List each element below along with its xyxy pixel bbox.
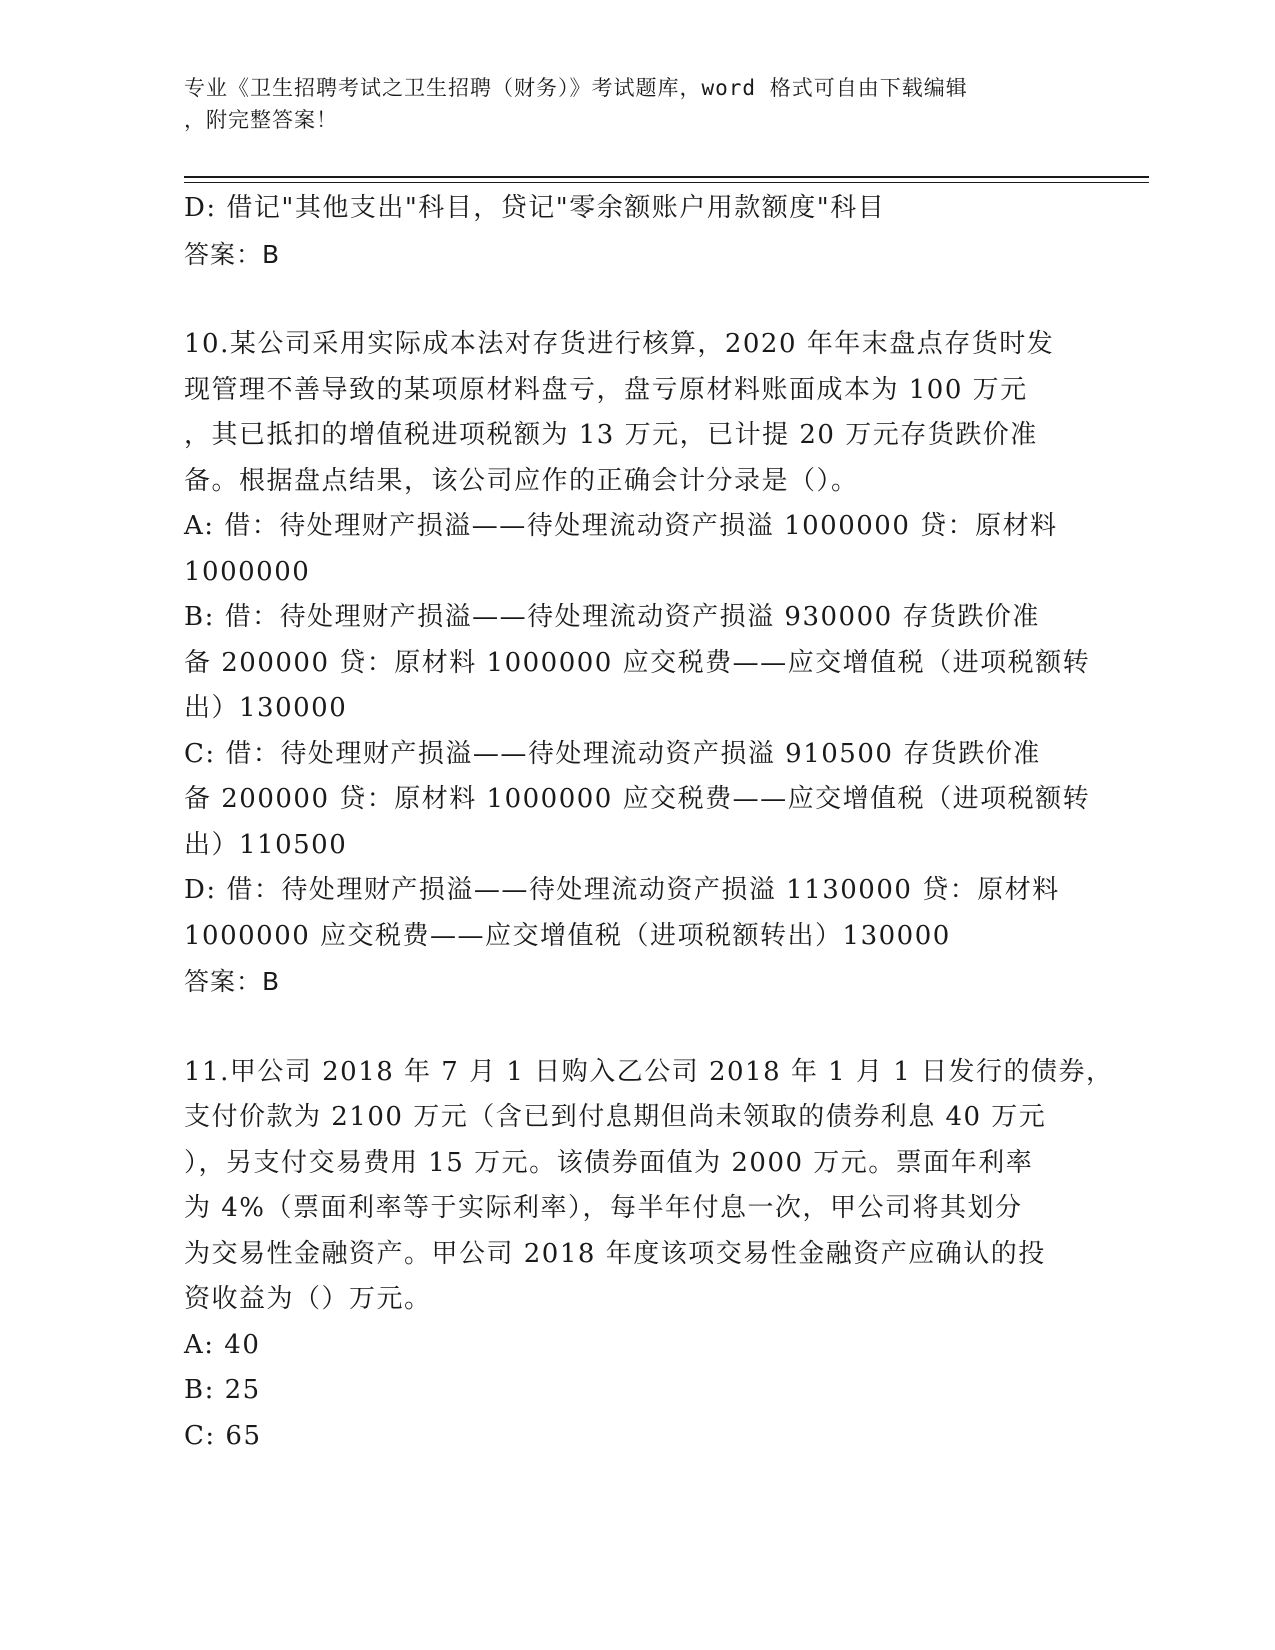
question-stem-line: 10.某公司采用实际成本法对存货进行核算，2020 年年末盘点存货时发 (184, 329, 1055, 359)
header-divider-thick (184, 176, 1149, 178)
option-c-continued: 备 200000 贷：原材料 1000000 应交税费——应交增值税（进项税额转 (184, 784, 1091, 814)
option-b-continued: 出）130000 (184, 693, 348, 723)
option-d-continued: 1000000 应交税费——应交增值税（进项税额转出）130000 (184, 920, 951, 951)
header-line-1: 专业《卫生招聘考试之卫生招聘（财务）》考试题库，word 格式可自由下载编辑 (184, 76, 968, 100)
question-stem-line: 为 4%（票面利率等于实际利率），每半年付息一次，甲公司将其划分 (184, 1193, 1023, 1223)
question-content (184, 186, 1114, 1459)
previous-question-tail (184, 186, 1084, 277)
option-a-continued: 1000000 (184, 556, 311, 587)
option-d: D: 借：待处理财产损溢——待处理流动资产损溢 1130000 贷：原材料 (184, 875, 1060, 905)
option-b-continued: 备 200000 贷：原材料 1000000 应交税费——应交增值税（进项税额转 (184, 647, 1091, 678)
question-stem-line: ，其已抵扣的增值税进项税额为 13 万元，已计提 20 万元存货跌价准 (184, 420, 1038, 450)
question-stem-line: ），另支付交易费用 15 万元。该债券面值为 2000 万元。票面年利率 (184, 1147, 1034, 1178)
option-c: C: 65 (184, 1420, 262, 1451)
option-c: C: 借：待处理财产损溢——待处理流动资产损溢 910500 存货跌价准 (184, 738, 1041, 769)
question-stem-line: 支付价款为 2100 万元（含已到付息期但尚未领取的债券利息 40 万元 (184, 1102, 1047, 1132)
question-stem-line: 现管理不善导致的某项原材料盘亏，盘亏原材料账面成本为 100 万元 (184, 374, 1028, 405)
option-a: A: 40 (184, 1329, 261, 1360)
question-stem-line: 资收益为（）万元。 (184, 1284, 432, 1314)
spacer (184, 1005, 1084, 1050)
spacer (184, 277, 1084, 322)
answer-line: 答案：B (184, 967, 281, 996)
option-b: B: 25 (184, 1375, 261, 1405)
question-10 (184, 322, 1091, 1005)
header-divider-thin (184, 182, 1149, 183)
question-stem-line: 为交易性金融资产。甲公司 2018 年度该项交易性金融资产应确认的投 (184, 1238, 1046, 1269)
answer-line: 答案：B (184, 239, 281, 269)
option-c-continued: 出）110500 (184, 829, 348, 860)
header-line-2: ，附完整答案！ (184, 108, 338, 132)
option-d: D: 借记"其他支出"科目，贷记"零余额账户用款额度"科目 (184, 193, 886, 223)
document-header (184, 72, 1084, 136)
question-stem-line: 备。根据盘点结果，该公司应作的正确会计分录是（）。 (184, 465, 859, 496)
option-a: A: 借：待处理财产损溢——待处理流动资产损溢 1000000 贷：原材料 (184, 511, 1058, 541)
question-11 (184, 1050, 1114, 1460)
question-stem-line: 11.甲公司 2018 年 7 月 1 日购入乙公司 2018 年 1 月 1 日发行的债券， (184, 1056, 1114, 1087)
option-b: B: 借：待处理财产损溢——待处理流动资产损溢 930000 存货跌价准 (184, 602, 1040, 632)
